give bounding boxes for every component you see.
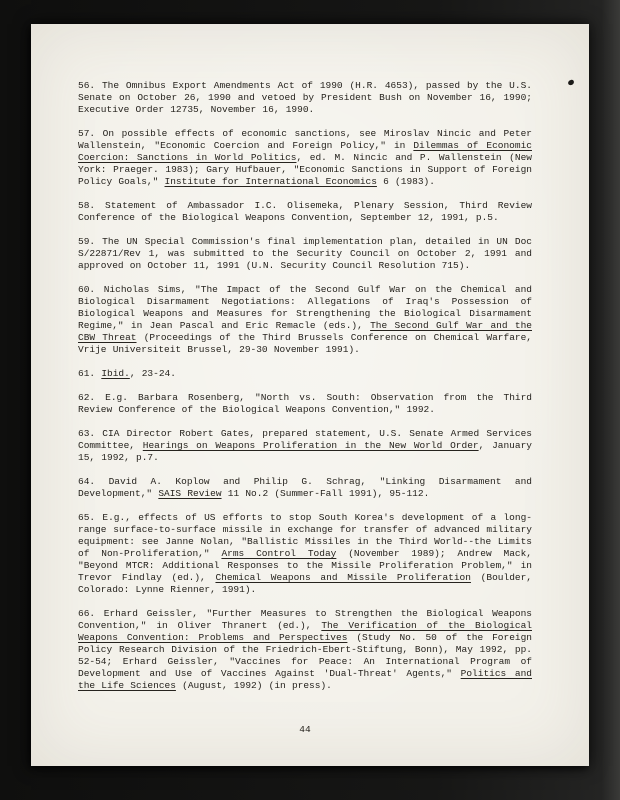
underlined-title: Ibid.	[101, 368, 130, 379]
footnote-text: , January 15, 1992, p.7.	[78, 440, 532, 463]
footnote-text: 64. David A. Koplow and Philip G. Schrag, "Linking Disarmament and Development,"	[78, 476, 532, 499]
footnote-text: 11 No.2 (Summer-Fall 1991), 95-112.	[221, 488, 430, 499]
footnote-text: 63. CIA Director Robert Gates, prepared statement, U.S. Senate Armed Services Committee,	[78, 428, 532, 451]
footnote	[78, 284, 532, 356]
footnote	[78, 236, 532, 272]
footnote-text: (Study No. 50 of the Foreign Policy Research Division of the Friedrich-Ebert-Stiftung, Bonn), May 1992, pp. 52-54; Erhard Geissler, "Vaccines for Peace: An International Program of Development and Use of Vaccines Against 'Dual-Threat' Agents,"	[78, 632, 533, 679]
notes-list	[78, 80, 532, 704]
underlined-title: SAIS Review	[158, 488, 222, 499]
underlined-title: Institute for International Economics	[164, 176, 377, 187]
footnote-text: 58. Statement of Ambassador I.C. Olisemeka, Plenary Session, Third Review Conference of the Biological Weapons Convention, September 12, 1991, p.5.	[78, 200, 532, 223]
footnote-text: (Proceedings of the Third Brussels Conference on Chemical Warfare, Vrije Universiteit Brussel, 29-30 November 1991).	[78, 332, 532, 355]
footnote-text: 62. E.g. Barbara Rosenberg, "North vs. South: Observation from the Third Review Conference of the Biological Weapons Convention," 1992.	[78, 392, 532, 415]
footnote	[78, 476, 532, 500]
footnote	[78, 200, 532, 224]
footnote	[78, 428, 532, 464]
footnote-text: , ed. M. Nincic and P. Wallenstein (New York: Praeger. 1983); Gary Hufbauer, "Economic Sanctions in Support of Foreign Policy Goals,"	[78, 152, 532, 187]
underlined-title: Politics and the Life Sciences	[78, 668, 532, 691]
footnote-text: 57. On possible effects of economic sanctions, see Miroslav Nincic and Peter Wallenstein, "Economic Coercion and Foreign Policy," in	[78, 128, 532, 151]
footnote-text: 59. The UN Special Commission's final implementation plan, detailed in UN Doc S/22871/Rev 1, was submitted to the Security Council on October 2, 1991 and approved on October 11, 1991 (U.N. Security Council Resolution 715).	[78, 236, 532, 271]
underlined-title: Dilemmas of Economic Coercion: Sanctions in World Politics	[78, 140, 532, 163]
footnote-text: 66. Erhard Geissler, "Further Measures to Strengthen the Biological Weapons Convention," in Oliver Thranert (ed.),	[78, 608, 532, 631]
footnote-text: 61.	[78, 368, 102, 379]
footnote	[78, 392, 532, 416]
footnote	[78, 608, 532, 692]
footnote-text: (August, 1992) (in press).	[175, 680, 332, 691]
footnote-text: 60. Nicholas Sims, "The Impact of the Second Gulf War on the Chemical and Biological Disarmament Negotiations: Allegations of Iraq's Possession of Biological Weapons and Measures for Strengthening the Biological Disarmament Regime," in Jean Pascal and Eric Remacle (eds.),	[78, 284, 532, 331]
underlined-title: Arms Control Today	[221, 548, 337, 559]
footnote	[78, 368, 532, 380]
footnote-text: 6 (1983).	[376, 176, 435, 187]
page-number: 44	[299, 724, 311, 735]
footnote	[78, 512, 532, 596]
footnote	[78, 128, 532, 188]
footnote-text: 65. E.g., effects of US efforts to stop South Korea's development of a long-range surface-to-surface missile in exchange for transfer of advanced military equipment: see Janne Nolan, "Ballistic Missiles in the Third World--the Limits of Non-Proliferation,"	[78, 512, 532, 559]
footnote-text: (November 1989); Andrew Mack, "Beyond MTCR: Additional Responses to the Missile Proliferation Problem," in Trevor Findlay (ed.),	[78, 548, 532, 583]
footnote-text: 56. The Omnibus Export Amendments Act of 1990 (H.R. 4653), passed by the U.S. Senate on October 26, 1990 and vetoed by President Bush on November 16, 1990; Executive Order 12735, November 16, 1990.	[78, 80, 532, 115]
underlined-title: Chemical Weapons and Missile Proliferation	[215, 572, 471, 583]
footnote	[78, 80, 532, 116]
underlined-title: The Verification of the Biological Weapons Convention: Problems and Perspectives	[78, 620, 532, 643]
underlined-title: Hearings on Weapons Proliferation in the New World Order	[142, 440, 479, 451]
footnote-text: (Boulder, Colorado: Lynne Rienner, 1991).	[78, 572, 532, 595]
document-page	[31, 24, 589, 766]
underlined-title: The Second Gulf War and the CBW Threat	[78, 320, 532, 343]
footnote-text: , 23-24.	[129, 368, 176, 379]
